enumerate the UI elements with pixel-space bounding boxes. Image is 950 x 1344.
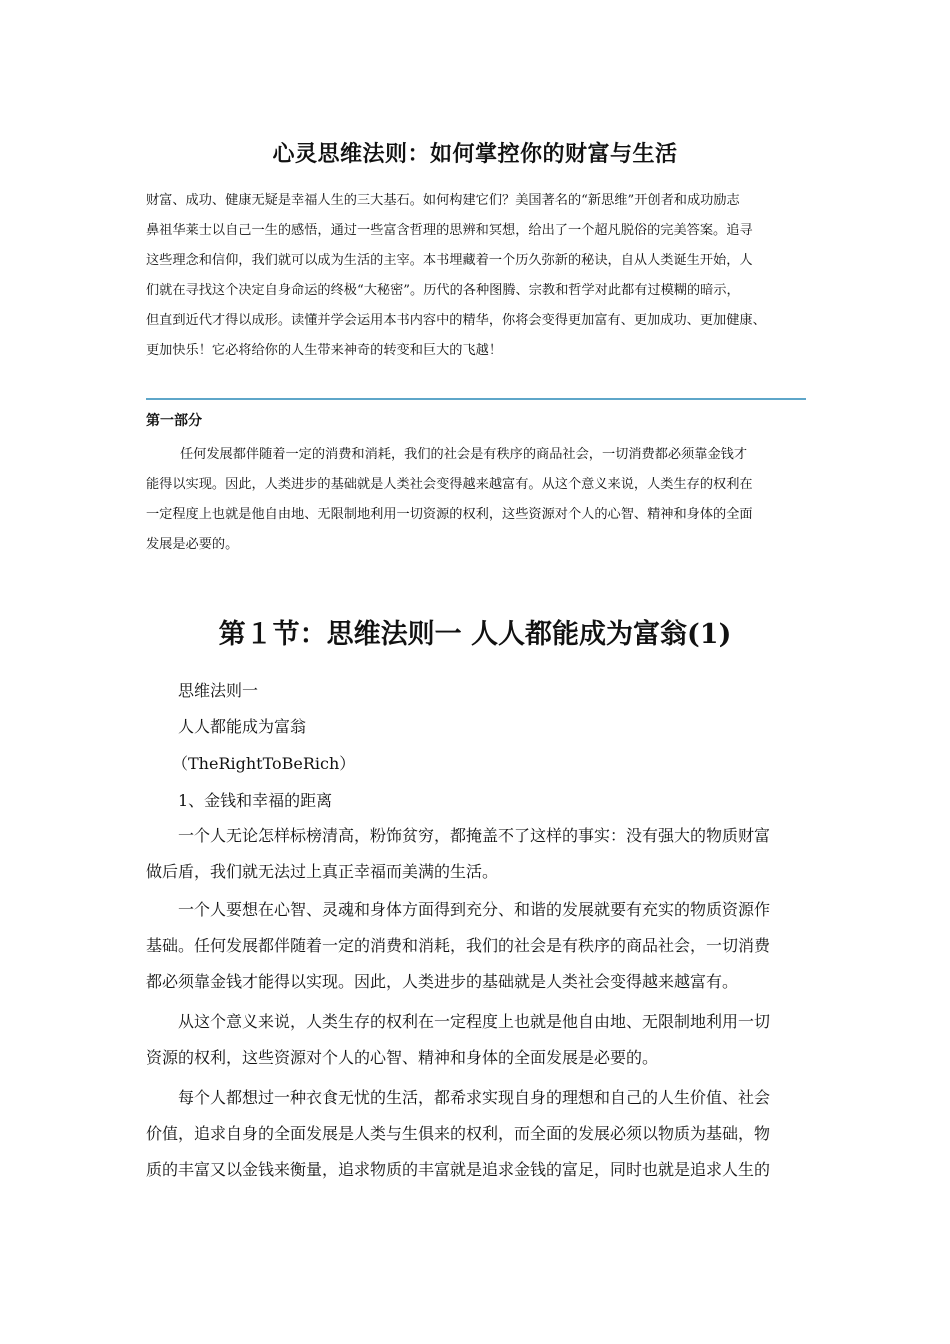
body-line: 价值，追求自身的全面发展是人类与生俱来的权利，而全面的发展必须以物质为基础，物 — [146, 1124, 771, 1143]
body-paragraph — [146, 818, 814, 890]
body-line: 质的丰富又以金钱来衡量，追求物质的丰富就是追求金钱的富足，同时也就是追求人生的 — [146, 1160, 771, 1179]
body-line: 一个人无论怎样标榜清高，粉饰贫穷，都掩盖不了这样的事实：没有强大的物质财富 — [146, 826, 771, 845]
document-title: 心灵思维法则：如何掌控你的财富与生活 — [272, 141, 678, 167]
part-line: 任何发展都伴随着一定的消费和消耗，我们的社会是有秩序的商品社会，一切消费都必须靠金钱才 — [180, 447, 748, 462]
part-label: 第一部分 — [146, 413, 202, 429]
intro-line: 但直到近代才得以成形。读懂并学会运用本书内容中的精华，你将会变得更加富有、更加成功、更加健康、 — [146, 313, 766, 328]
section-subtitle: （TheRightToBeRich） — [172, 754, 356, 773]
section-subtitle: 1、金钱和幸福的距离 — [178, 791, 333, 810]
body-line: 一个人要想在心智、灵魂和身体方面得到充分、和谐的发展就要有充实的物质资源作 — [146, 900, 771, 919]
body-paragraph — [146, 1080, 814, 1188]
body-line: 每个人都想过一种衣食无忧的生活，都希求实现自身的理想和自己的人生价值、社会 — [146, 1088, 771, 1107]
body-line: 从这个意义来说，人类生存的权利在一定程度上也就是他自由地、无限制地利用一切 — [146, 1012, 771, 1031]
part-paragraph — [146, 440, 814, 560]
body-line: 基础。任何发展都伴随着一定的消费和消耗，我们的社会是有秩序的商品社会，一切消费 — [146, 936, 771, 955]
part-line: 发展是必要的。 — [146, 537, 239, 552]
intro-paragraph — [146, 186, 814, 366]
intro-line: 鼻祖华莱士以自己一生的感悟，通过一些富含哲理的思辨和冥想，给出了一个超凡脱俗的完美答案。追寻 — [146, 223, 753, 238]
intro-line: 这些理念和信仰，我们就可以成为生活的主宰。本书埋藏着一个历久弥新的秘诀，自从人类诞生开始，人 — [146, 253, 753, 268]
section-heading: 第１节：思维法则一 人人都能成为富翁(1) — [218, 619, 732, 650]
section-divider — [146, 398, 806, 400]
body-line: 做后盾，我们就无法过上真正幸福而美满的生活。 — [146, 862, 499, 881]
body-paragraph — [146, 892, 814, 1000]
section-subtitle: 人人都能成为富翁 — [178, 717, 307, 736]
intro-line: 们就在寻找这个决定自身命运的终极“大秘密”。历代的各种图腾、宗教和哲学对此都有过模糊的暗示， — [146, 283, 740, 298]
intro-line: 财富、成功、健康无疑是幸福人生的三大基石。如何构建它们？美国著名的“新思维”开创者和成功励志 — [146, 193, 740, 208]
intro-line: 更加快乐！它必将给你的人生带来神奇的转变和巨大的飞越！ — [146, 343, 503, 358]
part-line: 一定程度上也就是他自由地、无限制地利用一切资源的权利，这些资源对个人的心智、精神和身体的全面 — [146, 507, 753, 522]
section-subtitle: 思维法则一 — [178, 681, 259, 700]
part-line: 能得以实现。因此，人类进步的基础就是人类社会变得越来越富有。从这个意义来说，人类生存的权利在 — [146, 477, 753, 492]
body-paragraph — [146, 1004, 814, 1076]
body-line: 资源的权利，这些资源对个人的心智、精神和身体的全面发展是必要的。 — [146, 1048, 659, 1067]
body-line: 都必须靠金钱才能得以实现。因此，人类进步的基础就是人类社会变得越来越富有。 — [146, 972, 739, 991]
